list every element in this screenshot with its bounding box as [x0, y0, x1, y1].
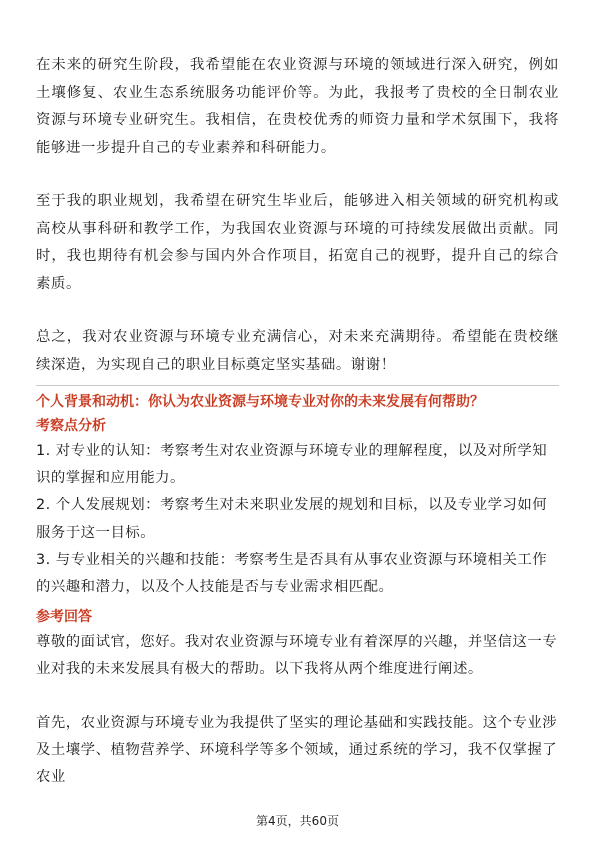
document-page: [36, 52, 559, 791]
paragraph: 在未来的研究生阶段，我希望能在农业资源与环境的领域进行深入研究，例如土壤修复、农业生态系统服务功能评价等。为此，我报考了贵校的全日制农业资源与环境专业研究生。我相信，在贵校优秀的师资力量和学术氛围下，我将能够进一步提升自己的专业素养和科研能力。: [36, 57, 559, 156]
answer-paragraph: 首先，农业资源与环境专业为我提供了坚实的理论基础和实践技能。这个专业涉及土壤学、植物营养学、环境科学等多个领域，通过系统的学习，我不仅掌握了农业: [36, 714, 558, 786]
page-footer: 第4页，共60页: [256, 814, 339, 828]
answer-heading: 参考回答: [36, 609, 92, 626]
analysis-item: 1. 对专业的认知：考察考生对农业资源与环境专业的理解程度，以及对所学知识的掌握和应用能力。: [36, 443, 548, 487]
answer-paragraph: 尊敬的面试官，您好。我对农业资源与环境专业有着深厚的兴趣，并坚信这一专业对我的未来发展具有极大的帮助。以下我将从两个维度进行阐述。: [36, 634, 558, 678]
section-divider: [36, 385, 559, 386]
paragraph: 至于我的职业规划，我希望在研究生毕业后，能够进入相关领域的研究机构或高校从事科研和教学工作，为我国农业资源与环境的可持续发展做出贡献。同时，我也期待有机会参与国内外合作项目，拓宽自己的视野，提升自己的综合素质。: [36, 193, 559, 292]
analysis-heading: 考察点分析: [36, 418, 106, 434]
paragraph: 总之，我对农业资源与环境专业充满信心，对未来充满期待。希望能在贵校继续深造，为实现自己的职业目标奠定坚实基础。谢谢！: [36, 329, 559, 373]
analysis-item: 2. 个人发展规划：考察考生对未来职业发展的规划和目标，以及专业学习如何服务于这一目标。: [36, 497, 548, 541]
analysis-item: 3. 与专业相关的兴趣和技能：考察考生是否具有从事农业资源与环境相关工作的兴趣和潜力，以及个人技能是否与专业需求相匹配。: [36, 551, 548, 596]
question-heading: 个人背景和动机：你认为农业资源与环境专业对你的未来发展有何帮助？: [36, 394, 484, 410]
